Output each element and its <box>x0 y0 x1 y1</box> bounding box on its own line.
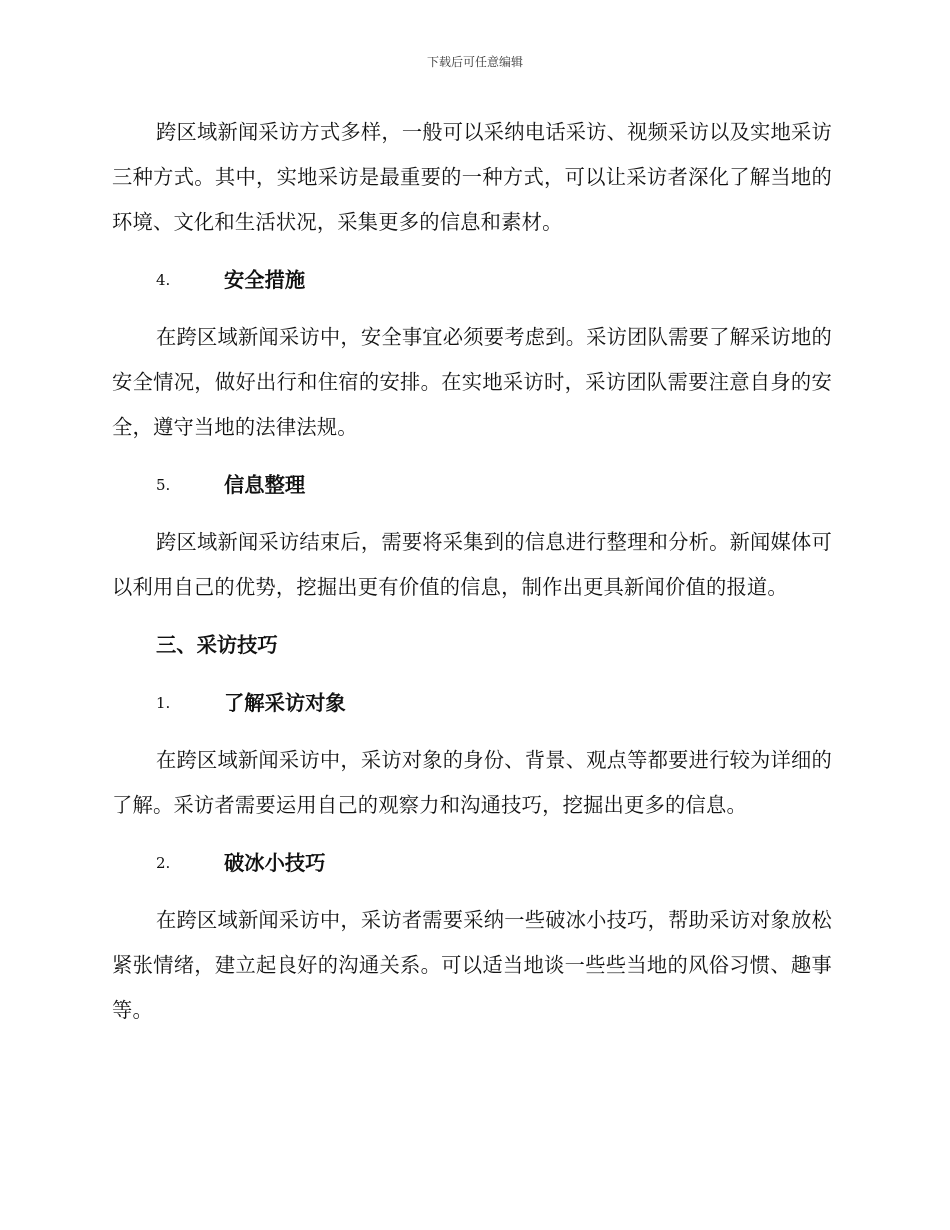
paragraph-know-interviewee: 在跨区域新闻采访中，采访对象的身份、背景、观点等都要进行较为详细的了解。采访者需要运用自己的观察力和沟通技巧，挖掘出更多的信息。 <box>112 748 832 817</box>
heading-title: 安全措施 <box>224 268 306 292</box>
heading-know-interviewee <box>112 674 832 732</box>
heading-number: 4. <box>156 271 171 289</box>
heading-number: 5. <box>156 476 171 494</box>
heading-number: 2. <box>156 854 171 872</box>
paragraph-icebreaker: 在跨区域新闻采访中，采访者需要采纳一些破冰小技巧，帮助采访对象放松紧张情绪，建立起良好的沟通关系。可以适当地谈一些些当地的风俗习惯、趣事等。 <box>112 908 832 1022</box>
paragraph-information: 跨区域新闻采访结束后，需要将采集到的信息进行整理和分析。新闻媒体可以利用自己的优势，挖掘出更有价值的信息，制作出更具新闻价值的报道。 <box>112 530 832 599</box>
document-body <box>112 110 832 1033</box>
heading-icebreaker-tips <box>112 834 832 892</box>
paragraph-interview-methods: 跨区域新闻采访方式多样，一般可以采纳电话采访、视频采访以及实地采访三种方式。其中，实地采访是最重要的一种方式，可以让采访者深化了解当地的环境、文化和生活状况，采集更多的信息和素材。 <box>112 120 832 234</box>
paragraph-safety: 在跨区域新闻采访中，安全事宜必须要考虑到。采访团队需要了解采访地的安全情况，做好出行和住宿的安排。在实地采访时，采访团队需要注意自身的安全，遵守当地的法律法规。 <box>112 325 832 439</box>
page-header: 下载后可任意编辑 <box>426 55 523 69</box>
heading-safety-measures <box>112 251 832 309</box>
heading-number: 1. <box>156 694 171 712</box>
section-title-interview-skills: 三、采访技巧 <box>156 633 278 657</box>
heading-title: 信息整理 <box>224 473 306 497</box>
heading-title: 了解采访对象 <box>224 691 346 715</box>
heading-information-organizing <box>112 456 832 514</box>
heading-title: 破冰小技巧 <box>224 851 326 875</box>
